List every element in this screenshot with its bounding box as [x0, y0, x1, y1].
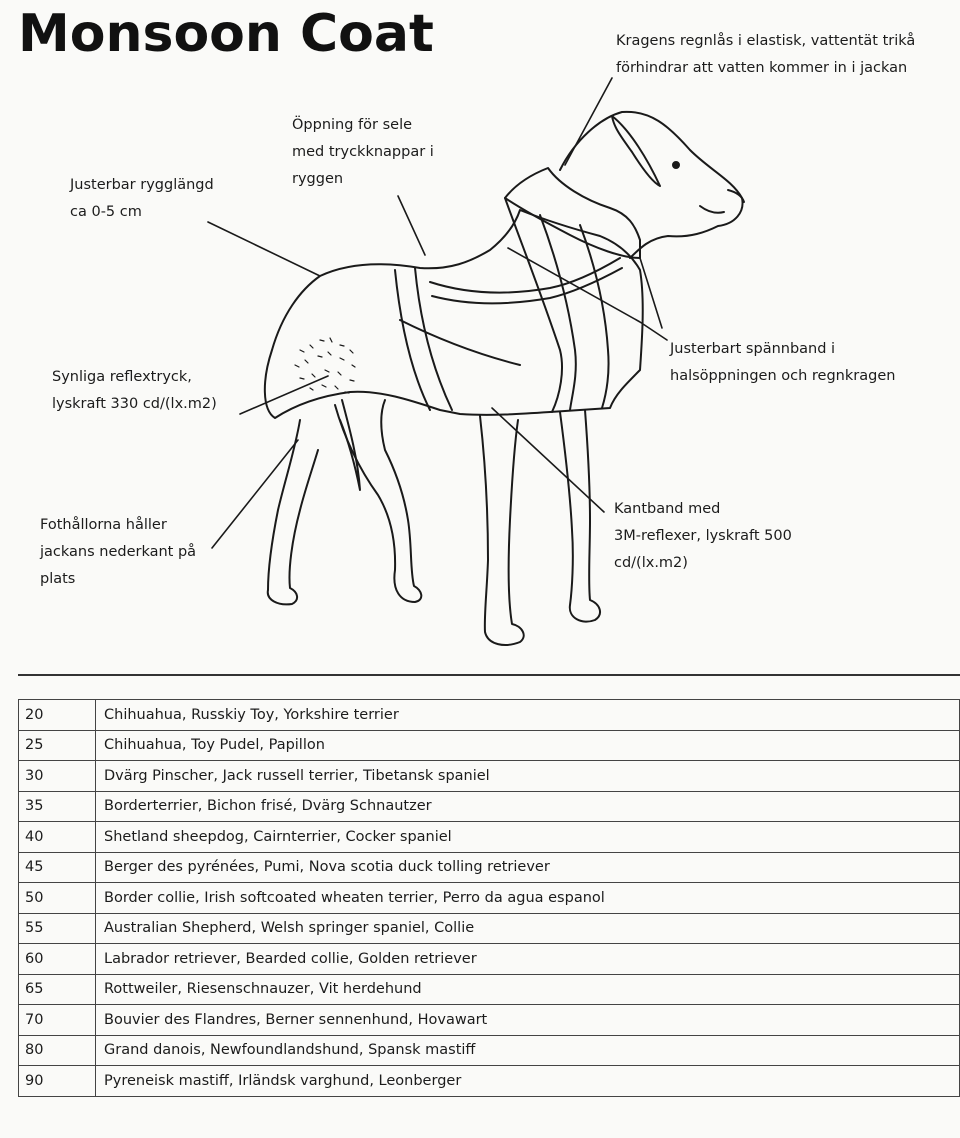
- size-cell: 70: [19, 1005, 96, 1036]
- breeds-cell: Chihuahua, Toy Pudel, Papillon: [96, 730, 960, 761]
- dog-head: [560, 112, 743, 258]
- table-row: [19, 822, 960, 853]
- callout-strap-line-1: Justerbart spännband i: [670, 341, 836, 357]
- table-row: [19, 700, 960, 731]
- callout-foot-loops-line-2: jackans nederkant på: [40, 544, 197, 560]
- size-cell: 25: [19, 730, 96, 761]
- callout-harness: [292, 112, 434, 193]
- breeds-cell: Border collie, Irish softcoated wheaten terrier, Perro da agua espanol: [96, 883, 960, 914]
- breeds-cell: Borderterrier, Bichon frisé, Dvärg Schnautzer: [96, 791, 960, 822]
- breeds-cell: Australian Shepherd, Welsh springer spaniel, Collie: [96, 913, 960, 944]
- size-cell: 55: [19, 913, 96, 944]
- callout-back-length-line-1: Justerbar rygglängd: [70, 177, 214, 193]
- leader-harness: [398, 196, 425, 255]
- size-cell: 60: [19, 944, 96, 975]
- table-row: [19, 974, 960, 1005]
- size-cell: 45: [19, 852, 96, 883]
- callout-collar: [616, 28, 915, 82]
- size-cell: 20: [19, 700, 96, 731]
- breeds-cell: Berger des pyrénées, Pumi, Nova scotia duck tolling retriever: [96, 852, 960, 883]
- dog-eye: [673, 162, 679, 168]
- callout-reflex-print: [52, 364, 217, 418]
- callout-edge-band-line-3: cd/(lx.m2): [614, 555, 688, 571]
- table-row: [19, 761, 960, 792]
- reflex-print: [295, 338, 355, 393]
- callout-strap: [670, 336, 895, 390]
- breeds-cell: Grand danois, Newfoundlandshund, Spansk mastiff: [96, 1035, 960, 1066]
- callout-harness-line-2: med tryckknappar i: [292, 144, 434, 160]
- leader-lines: [208, 78, 667, 548]
- section-divider: [18, 674, 960, 676]
- callout-reflex-line-1: Synliga reflextryck,: [52, 369, 192, 385]
- breeds-cell: Rottweiler, Riesenschnauzer, Vit herdehund: [96, 974, 960, 1005]
- dog-ear: [612, 116, 660, 186]
- size-cell: 80: [19, 1035, 96, 1066]
- leader-collar: [565, 78, 612, 165]
- callout-foot-loops-line-3: plats: [40, 571, 76, 587]
- callout-back-length: [70, 172, 214, 226]
- callout-back-length-line-2: ca 0-5 cm: [70, 204, 142, 220]
- table-row: [19, 1035, 960, 1066]
- size-cell: 50: [19, 883, 96, 914]
- leader-back-length: [208, 222, 320, 276]
- table-row: [19, 883, 960, 914]
- leader-edge-band: [492, 408, 604, 512]
- breeds-cell: Shetland sheepdog, Cairnterrier, Cocker spaniel: [96, 822, 960, 853]
- callout-collar-line-1: Kragens regnlås i elastisk, vattentät trikå: [616, 33, 916, 49]
- breeds-cell: Chihuahua, Russkiy Toy, Yorkshire terrier: [96, 700, 960, 731]
- table-row: [19, 944, 960, 975]
- table-row: [19, 913, 960, 944]
- table-row: [19, 1066, 960, 1097]
- breeds-cell: Bouvier des Flandres, Berner sennenhund, Hovawart: [96, 1005, 960, 1036]
- callout-edge-band-line-1: Kantband med: [614, 501, 721, 517]
- table-row: [19, 852, 960, 883]
- table-row: [19, 791, 960, 822]
- breeds-cell: Dvärg Pinscher, Jack russell terrier, Tibetansk spaniel: [96, 761, 960, 792]
- breeds-cell: Labrador retriever, Bearded collie, Golden retriever: [96, 944, 960, 975]
- breeds-cell: Pyreneisk mastiff, Irländsk varghund, Leonberger: [96, 1066, 960, 1097]
- size-cell: 40: [19, 822, 96, 853]
- page-title: Monsoon Coat: [18, 4, 434, 64]
- table-row: [19, 730, 960, 761]
- size-cell: 65: [19, 974, 96, 1005]
- size-cell: 35: [19, 791, 96, 822]
- dog-mouth: [700, 206, 724, 213]
- leader-foot-loops: [212, 440, 298, 548]
- callout-edge-band-line-2: 3M-reflexer, lyskraft 500: [614, 528, 792, 544]
- size-cell: 30: [19, 761, 96, 792]
- dog-front-leg: [480, 416, 524, 645]
- leader-reflex: [240, 376, 328, 414]
- callout-collar-line-2: förhindrar att vatten kommer in i jackan: [616, 60, 908, 76]
- coat-band: [395, 270, 430, 410]
- callout-harness-line-1: Öppning för sele: [292, 117, 413, 133]
- callout-harness-line-3: ryggen: [292, 171, 344, 187]
- callout-strap-line-2: halsöppningen och regnkragen: [670, 368, 896, 384]
- size-table: [18, 699, 960, 1097]
- callout-reflex-line-2: lyskraft 330 cd/(lx.m2): [52, 396, 217, 412]
- callout-edge-band: [614, 496, 792, 577]
- callout-foot-loops: [40, 512, 196, 593]
- size-cell: 90: [19, 1066, 96, 1097]
- table-row: [19, 1005, 960, 1036]
- callout-foot-loops-line-1: Fothållorna håller: [40, 517, 167, 533]
